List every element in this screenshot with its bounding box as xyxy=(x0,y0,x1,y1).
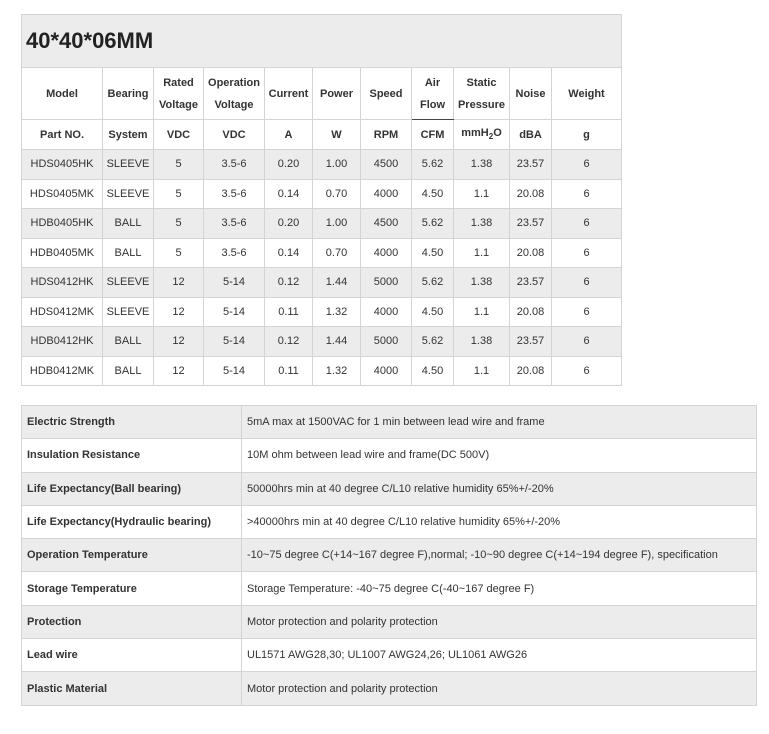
specifications-table xyxy=(21,405,757,706)
table-cell: 1.44 xyxy=(313,268,361,298)
table-cell: 12 xyxy=(154,327,204,357)
table-cell: 1.38 xyxy=(454,268,510,298)
table-cell: 1.1 xyxy=(454,297,510,327)
unit-weight: g xyxy=(552,120,622,150)
unit-air-flow: CFM xyxy=(412,120,454,150)
unit-speed: RPM xyxy=(361,120,412,150)
table-cell: 0.14 xyxy=(265,238,313,268)
header-noise: Noise xyxy=(510,68,552,120)
table-cell: HDB0405MK xyxy=(22,238,103,268)
table-cell: SLEEVE xyxy=(103,150,154,180)
table-cell: 5-14 xyxy=(204,297,265,327)
info-value: 50000hrs min at 40 degree C/L10 relative humidity 65%+/-20% xyxy=(242,472,757,505)
table-cell: 0.70 xyxy=(313,238,361,268)
table-cell: 0.20 xyxy=(265,209,313,239)
table-cell: 6 xyxy=(552,209,622,239)
unit-current: A xyxy=(265,120,313,150)
table-cell: 23.57 xyxy=(510,327,552,357)
table-cell: BALL xyxy=(103,356,154,386)
table-row xyxy=(22,297,622,327)
table-cell: 12 xyxy=(154,268,204,298)
header-static-pressure: Static Pressure xyxy=(454,68,510,120)
table-cell: SLEEVE xyxy=(103,179,154,209)
header-weight: Weight xyxy=(552,68,622,120)
info-value: Motor protection and polarity protection xyxy=(242,605,757,638)
table-cell: 6 xyxy=(552,238,622,268)
table-cell: 4000 xyxy=(361,179,412,209)
header-model: Model xyxy=(22,68,103,120)
info-value: Motor protection and polarity protection xyxy=(242,672,757,705)
table-cell: 12 xyxy=(154,297,204,327)
table-cell: 1.00 xyxy=(313,209,361,239)
table-cell: 0.12 xyxy=(265,327,313,357)
header-current: Current xyxy=(265,68,313,120)
table-cell: 5000 xyxy=(361,327,412,357)
table-cell: 5.62 xyxy=(412,209,454,239)
table-cell: 1.38 xyxy=(454,327,510,357)
table-cell: 4.50 xyxy=(412,356,454,386)
table-cell: 1.1 xyxy=(454,238,510,268)
table-cell: 0.12 xyxy=(265,268,313,298)
table-row xyxy=(22,268,622,298)
table-cell: 6 xyxy=(552,297,622,327)
info-row xyxy=(22,439,757,472)
table-cell: 4500 xyxy=(361,150,412,180)
table-cell: HDS0405MK xyxy=(22,179,103,209)
info-row xyxy=(22,605,757,638)
table-cell: 4000 xyxy=(361,356,412,386)
info-value: 10M ohm between lead wire and frame(DC 500V) xyxy=(242,439,757,472)
header-rated-voltage: Rated Voltage xyxy=(154,68,204,120)
table-cell: 5000 xyxy=(361,268,412,298)
table-row xyxy=(22,238,622,268)
table-cell: SLEEVE xyxy=(103,297,154,327)
table-cell: 1.1 xyxy=(454,356,510,386)
info-label: Lead wire xyxy=(22,639,242,672)
table-cell: 1.00 xyxy=(313,150,361,180)
table-cell: 1.32 xyxy=(313,297,361,327)
table-cell: 0.14 xyxy=(265,179,313,209)
table-cell: 5 xyxy=(154,238,204,268)
table-cell: 5-14 xyxy=(204,268,265,298)
table-cell: 4000 xyxy=(361,238,412,268)
table-cell: HDB0412HK xyxy=(22,327,103,357)
spec-rows xyxy=(22,150,622,386)
unit-static-pressure: mmH$_2$O xyxy=(454,120,510,150)
table-cell: 4500 xyxy=(361,209,412,239)
table-cell: 20.08 xyxy=(510,356,552,386)
table-cell: 3.5-6 xyxy=(204,179,265,209)
table-cell: 0.70 xyxy=(313,179,361,209)
table-cell: 5.62 xyxy=(412,150,454,180)
header-operation-voltage: Operation Voltage xyxy=(204,68,265,120)
info-label: Electric Strength xyxy=(22,406,242,439)
table-cell: 20.08 xyxy=(510,179,552,209)
header-air-flow: Air Flow xyxy=(412,68,454,120)
table-cell: 5 xyxy=(154,150,204,180)
table-cell: 6 xyxy=(552,268,622,298)
header-bearing: Bearing xyxy=(103,68,154,120)
unit-rated-voltage: VDC xyxy=(154,120,204,150)
table-cell: 23.57 xyxy=(510,268,552,298)
info-label: Protection xyxy=(22,605,242,638)
unit-part-no: Part NO. xyxy=(22,120,103,150)
info-value: >40000hrs min at 40 degree C/L10 relative humidity 65%+/-20% xyxy=(242,505,757,538)
header-speed: Speed xyxy=(361,68,412,120)
info-rows xyxy=(22,406,757,706)
table-cell: 20.08 xyxy=(510,238,552,268)
table-cell: 0.11 xyxy=(265,356,313,386)
table-cell: 23.57 xyxy=(510,209,552,239)
table-cell: 5-14 xyxy=(204,327,265,357)
table-cell: 6 xyxy=(552,179,622,209)
table-cell: 6 xyxy=(552,327,622,357)
info-value: 5mA max at 1500VAC for 1 min between lead wire and frame xyxy=(242,406,757,439)
page-title: 40*40*06MM xyxy=(22,15,622,68)
table-cell: 5.62 xyxy=(412,327,454,357)
table-cell: 3.5-6 xyxy=(204,209,265,239)
info-row xyxy=(22,639,757,672)
table-cell: 1.32 xyxy=(313,356,361,386)
table-cell: 1.38 xyxy=(454,150,510,180)
info-row xyxy=(22,406,757,439)
info-label: Storage Temperature xyxy=(22,572,242,605)
table-cell: 5-14 xyxy=(204,356,265,386)
table-cell: 5 xyxy=(154,179,204,209)
info-label: Plastic Material xyxy=(22,672,242,705)
info-label: Life Expectancy(Ball bearing) xyxy=(22,472,242,505)
table-row xyxy=(22,356,622,386)
table-cell: 4000 xyxy=(361,297,412,327)
table-row xyxy=(22,209,622,239)
table-cell: 20.08 xyxy=(510,297,552,327)
unit-operation-voltage: VDC xyxy=(204,120,265,150)
unit-system: System xyxy=(103,120,154,150)
table-cell: BALL xyxy=(103,327,154,357)
table-cell: 6 xyxy=(552,356,622,386)
info-label: Life Expectancy(Hydraulic bearing) xyxy=(22,505,242,538)
table-cell: HDB0412MK xyxy=(22,356,103,386)
header-power: Power xyxy=(313,68,361,120)
table-row xyxy=(22,150,622,180)
table-cell: 23.57 xyxy=(510,150,552,180)
info-row xyxy=(22,539,757,572)
table-cell: 4.50 xyxy=(412,297,454,327)
info-row xyxy=(22,672,757,705)
info-row xyxy=(22,472,757,505)
table-cell: 1.44 xyxy=(313,327,361,357)
table-cell: 1.1 xyxy=(454,179,510,209)
info-value: UL1571 AWG28,30; UL1007 AWG24,26; UL1061 AWG26 xyxy=(242,639,757,672)
table-cell: 4.50 xyxy=(412,179,454,209)
fan-spec-table xyxy=(21,14,622,386)
info-row xyxy=(22,505,757,538)
info-value: -10~75 degree C(+14~167 degree F),normal; -10~90 degree C(+14~194 degree F), specification xyxy=(242,539,757,572)
table-cell: 4.50 xyxy=(412,238,454,268)
table-cell: 6 xyxy=(552,150,622,180)
table-row xyxy=(22,179,622,209)
table-cell: 0.11 xyxy=(265,297,313,327)
table-row xyxy=(22,327,622,357)
header-row-2 xyxy=(22,120,622,150)
table-cell: 12 xyxy=(154,356,204,386)
table-cell: SLEEVE xyxy=(103,268,154,298)
table-cell: 0.20 xyxy=(265,150,313,180)
info-value: Storage Temperature: -40~75 degree C(-40~167 degree F) xyxy=(242,572,757,605)
table-cell: BALL xyxy=(103,238,154,268)
table-cell: 3.5-6 xyxy=(204,238,265,268)
info-row xyxy=(22,572,757,605)
header-row-1 xyxy=(22,68,622,120)
unit-power: W xyxy=(313,120,361,150)
info-label: Insulation Resistance xyxy=(22,439,242,472)
table-cell: 3.5-6 xyxy=(204,150,265,180)
info-label: Operation Temperature xyxy=(22,539,242,572)
table-cell: HDS0405HK xyxy=(22,150,103,180)
table-cell: 5.62 xyxy=(412,268,454,298)
table-cell: HDB0405HK xyxy=(22,209,103,239)
table-cell: 1.38 xyxy=(454,209,510,239)
table-cell: BALL xyxy=(103,209,154,239)
unit-noise: dBA xyxy=(510,120,552,150)
table-cell: HDS0412HK xyxy=(22,268,103,298)
table-cell: HDS0412MK xyxy=(22,297,103,327)
table-cell: 5 xyxy=(154,209,204,239)
